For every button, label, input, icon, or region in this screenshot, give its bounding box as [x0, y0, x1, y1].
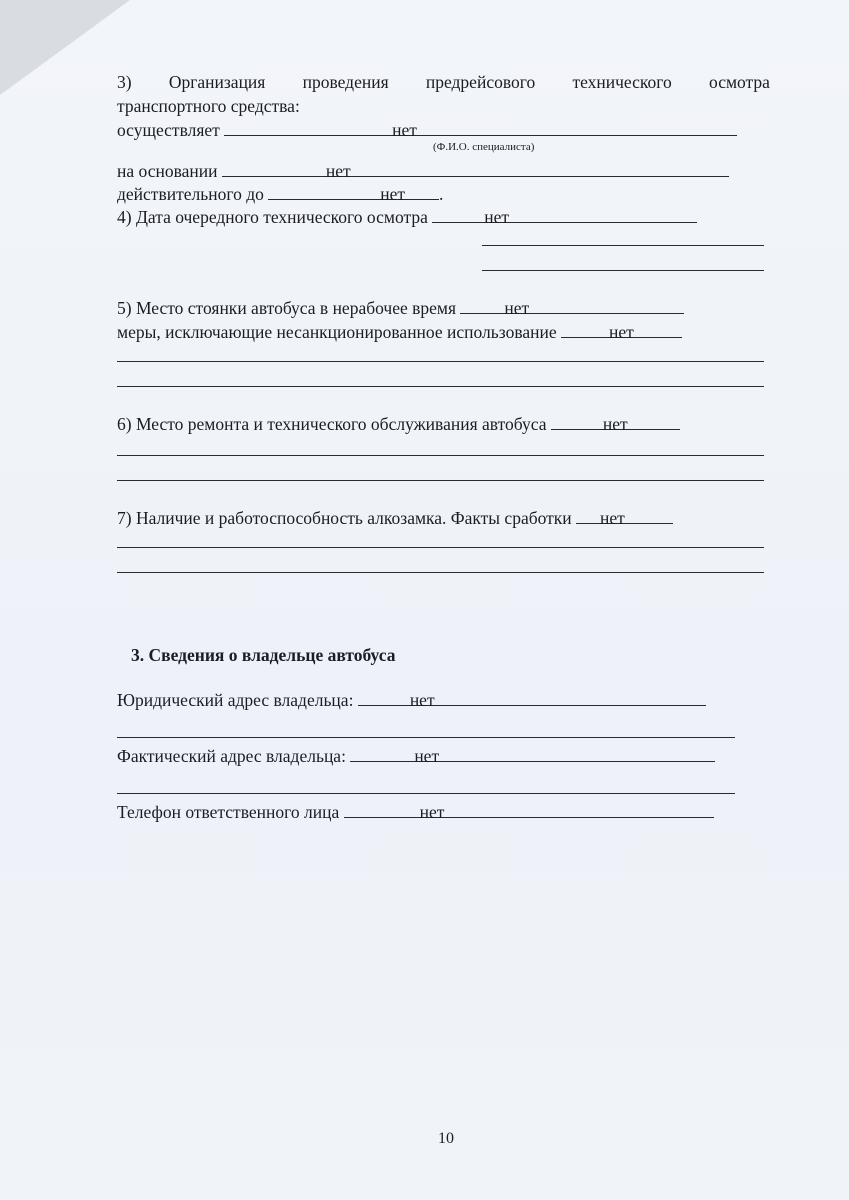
- item4-value: нет: [484, 207, 509, 227]
- phone-value: нет: [419, 802, 445, 822]
- blank-line: [482, 245, 764, 246]
- section-heading: 3. Сведения о владельце автобуса: [131, 645, 396, 665]
- blank-line: [405, 184, 439, 200]
- blank-line: [634, 322, 682, 338]
- blank-line: [117, 572, 764, 573]
- blank-line: [268, 184, 380, 200]
- item3-word: проведения: [302, 72, 389, 92]
- item3-word: 3): [117, 72, 132, 92]
- blank-line: [460, 298, 504, 314]
- blank-line: [435, 690, 706, 706]
- blank-line: [117, 455, 764, 456]
- basis-value: нет: [325, 161, 351, 181]
- performs-label: осуществляет: [117, 120, 220, 140]
- blank-line: [432, 207, 484, 223]
- item7-value: нет: [600, 508, 625, 528]
- blank-line: [344, 802, 420, 818]
- item5-label: 5) Место стоянки автобуса в нерабочее время: [117, 298, 457, 318]
- item5-value: нет: [504, 298, 530, 318]
- performs-caption: (Ф.И.О. специалиста): [433, 141, 535, 153]
- item7-row: [117, 508, 673, 528]
- item7-label: 7) Наличие и работоспособность алкозамка. Факты сработки: [117, 508, 572, 528]
- blank-line: [351, 161, 729, 177]
- blank-line: [625, 508, 673, 524]
- measures-row: [117, 322, 682, 342]
- blank-line: [561, 322, 609, 338]
- blank-line: [117, 737, 735, 738]
- measures-label: меры, исключающие несанкционированное использование: [117, 322, 557, 342]
- item6-row: [117, 414, 680, 434]
- item4-row: [117, 207, 697, 227]
- phone-label: Телефон ответственного лица: [117, 802, 340, 822]
- actual-address-label: Фактический адрес владельца:: [117, 746, 346, 766]
- valid-end: .: [439, 184, 444, 204]
- page-number: 10: [438, 1130, 454, 1147]
- performs-row: [117, 120, 737, 140]
- basis-label: на основании: [117, 161, 218, 181]
- blank-line: [444, 802, 714, 818]
- legal-address-row: [117, 690, 706, 710]
- item6-value: нет: [602, 414, 628, 434]
- folded-corner: [0, 0, 130, 95]
- item3-word: предрейсового: [425, 72, 536, 92]
- blank-line: [628, 414, 680, 430]
- item3-word: технического: [572, 72, 672, 92]
- actual-address-row: [117, 746, 715, 766]
- item4-label: 4) Дата очередного технического осмотра: [117, 207, 428, 227]
- blank-line: [117, 793, 735, 794]
- blank-line: [576, 508, 600, 524]
- legal-address-value: нет: [409, 690, 435, 710]
- blank-line: [350, 746, 414, 762]
- blank-line: [551, 414, 603, 430]
- blank-line: [417, 120, 737, 136]
- blank-line: [117, 547, 764, 548]
- basis-row: [117, 161, 729, 181]
- blank-line: [117, 480, 764, 481]
- valid-row: [117, 184, 443, 204]
- item5-row: [117, 298, 684, 318]
- valid-value: нет: [380, 184, 406, 204]
- blank-line: [224, 120, 392, 136]
- blank-line: [117, 386, 764, 387]
- item3-word: осмотра: [709, 72, 770, 92]
- measures-value: нет: [609, 322, 634, 342]
- item3-line1: [117, 72, 770, 92]
- blank-line: [222, 161, 326, 177]
- valid-label: действительного до: [117, 184, 264, 204]
- blank-line: [482, 270, 764, 271]
- blank-line: [439, 746, 715, 762]
- blank-line: [117, 361, 764, 362]
- item3-line2: транспортного средства:: [117, 96, 300, 116]
- item3-word: Организация: [168, 72, 266, 92]
- blank-line: [509, 207, 697, 223]
- phone-row: [117, 802, 714, 822]
- blank-line: [529, 298, 684, 314]
- performs-value: нет: [392, 120, 417, 140]
- actual-address-value: нет: [414, 746, 440, 766]
- blank-line: [358, 690, 410, 706]
- legal-address-label: Юридический адрес владельца:: [117, 690, 354, 710]
- item6-label: 6) Место ремонта и технического обслуживания автобуса: [117, 414, 547, 434]
